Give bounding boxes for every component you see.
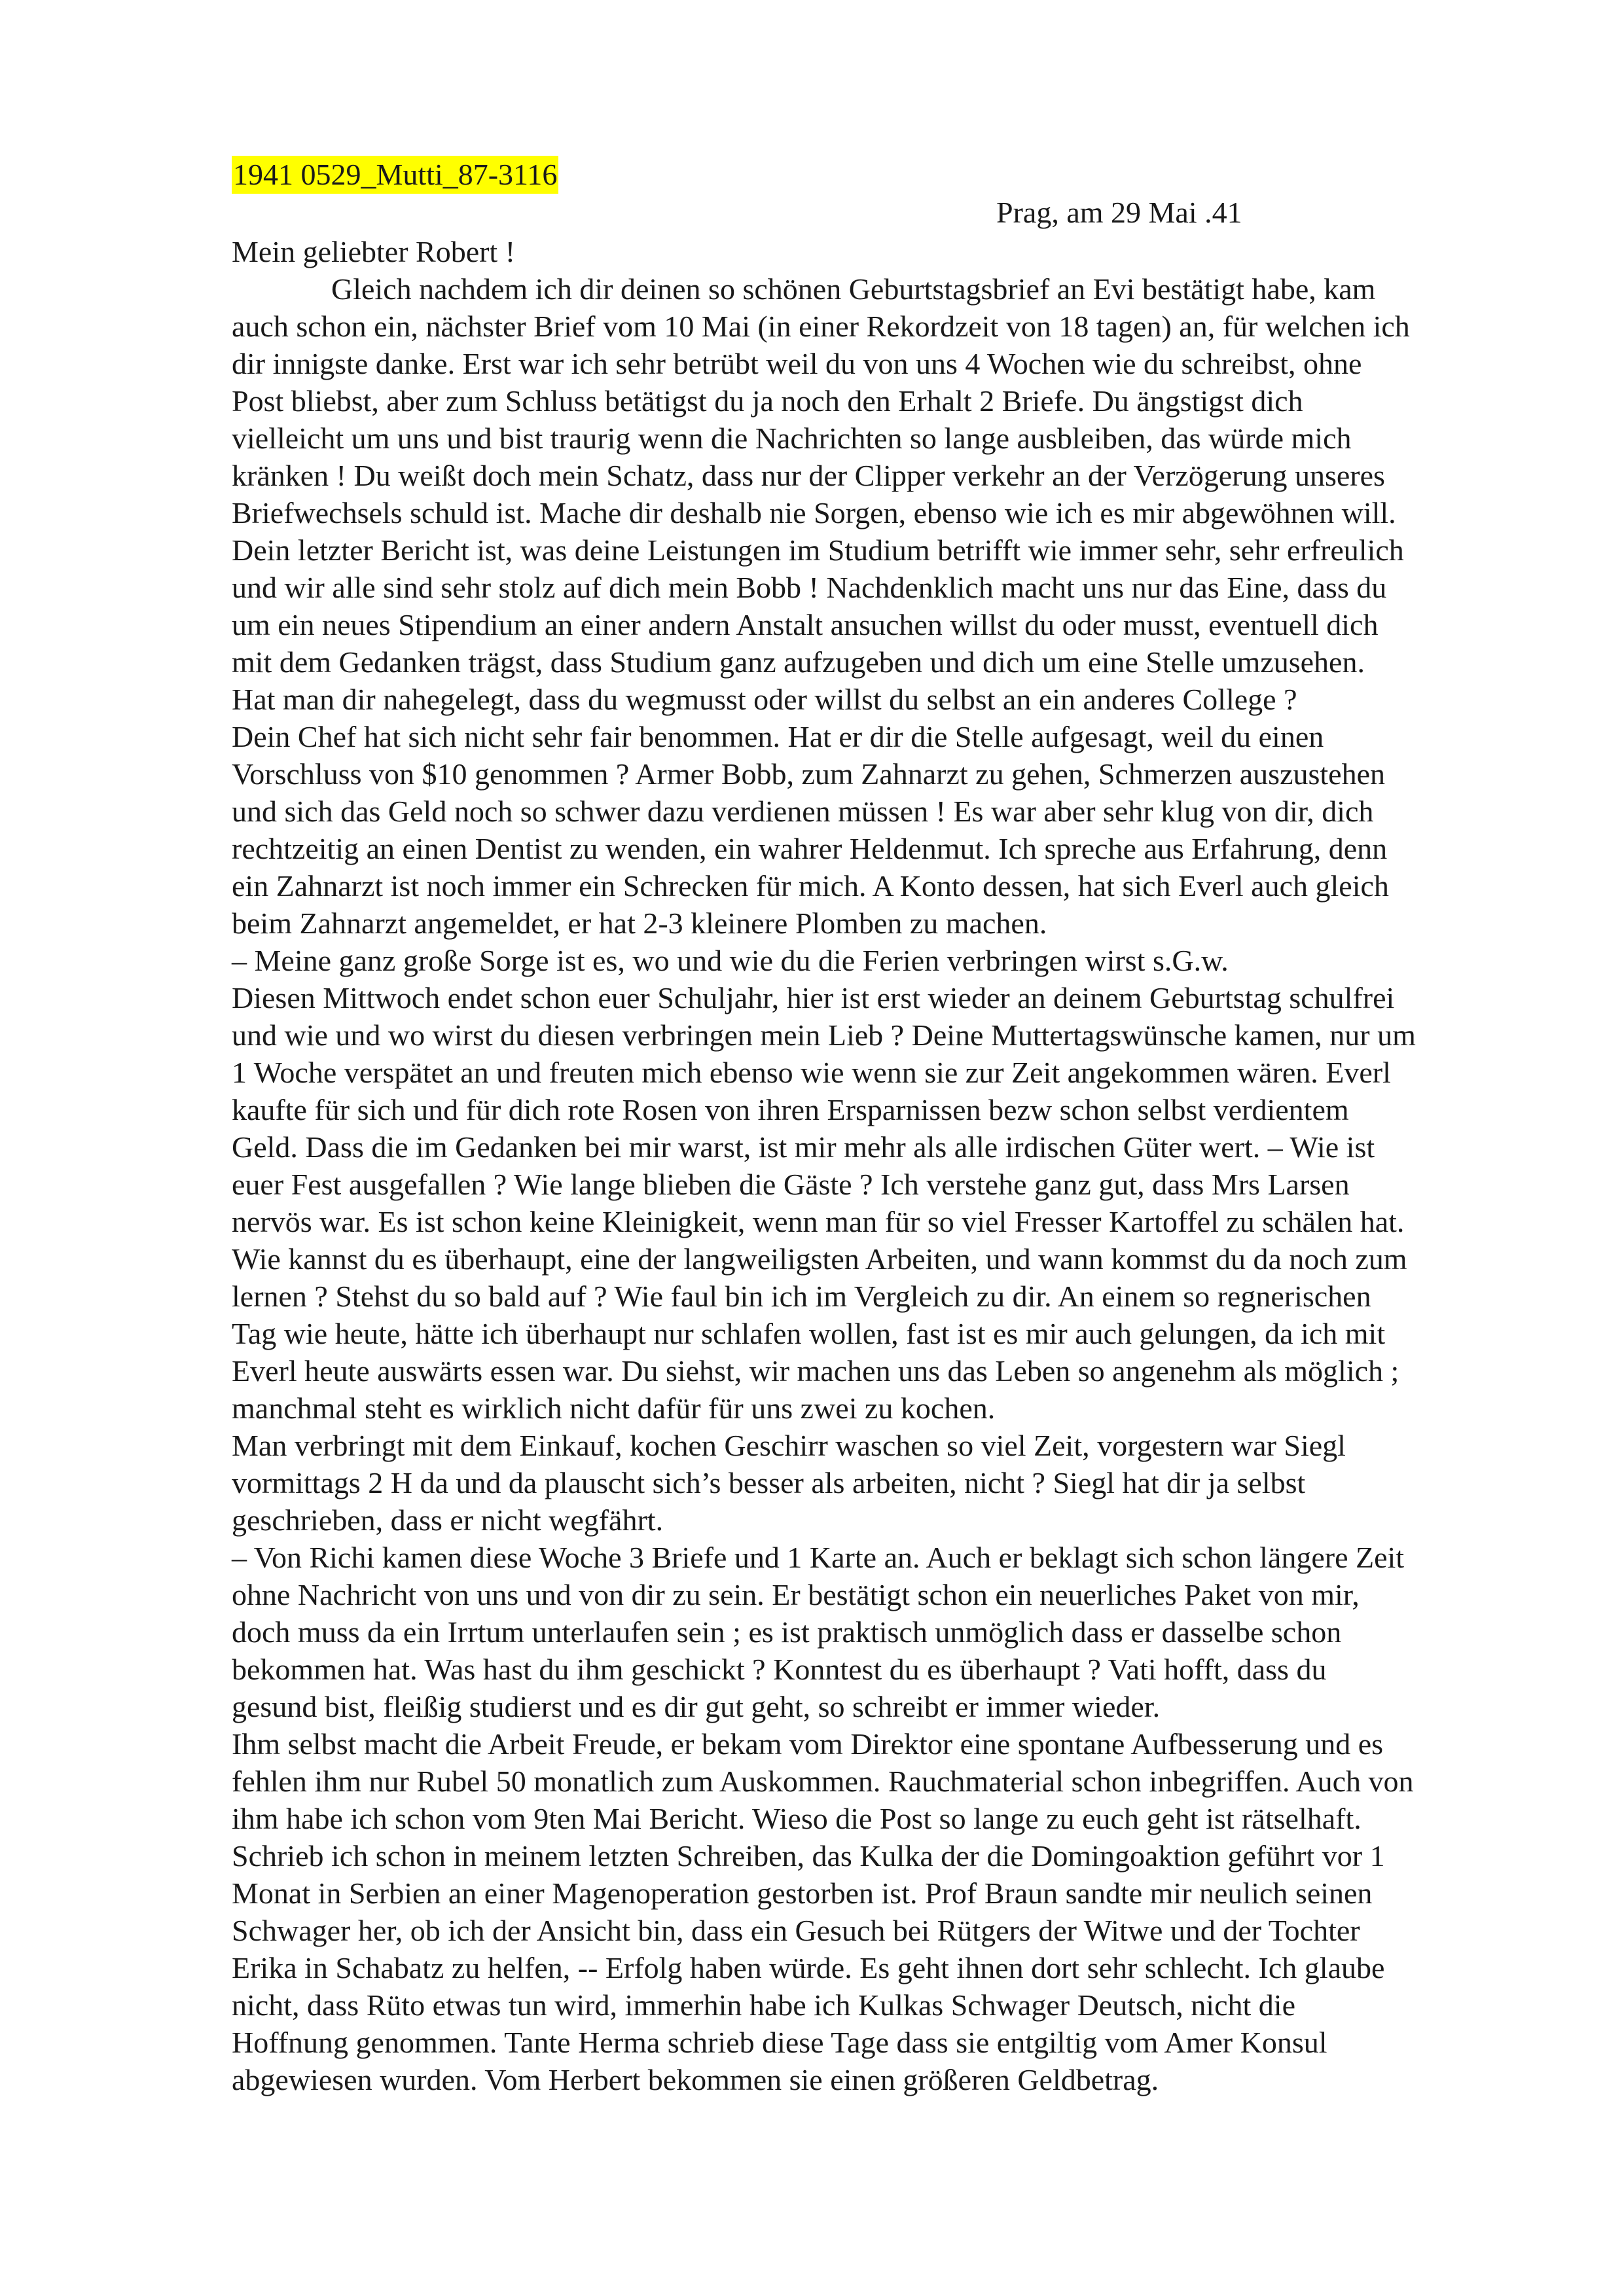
letter-line: ihm habe ich schon vom 9ten Mai Bericht. Wieso die Post so lange zu euch geht ist rätselhaft. [232, 1802, 1362, 1835]
letter-line: Gleich nachdem ich dir deinen so schönen Geburtstagsbrief an Evi bestätigt habe, kam [331, 272, 1376, 306]
letter-line: – Meine ganz große Sorge ist es, wo und wie du die Ferien verbringen wirst s.G.w. [232, 944, 1229, 977]
letter-line: Geld. Dass die im Gedanken bei mir warst, ist mir mehr als alle irdischen Güter wert. – Wie ist [232, 1130, 1375, 1164]
letter-line: beim Zahnarzt angemeldet, er hat 2-3 kleinere Plomben zu machen. [232, 906, 1047, 940]
letter-body [232, 233, 1515, 2098]
letter-line: bekommen hat. Was hast du ihm geschickt ? Konntest du es überhaupt ? Vati hofft, dass du [232, 1653, 1327, 1686]
letter-line: vielleicht um uns und bist traurig wenn die Nachrichten so lange ausbleiben, das würde mich [232, 422, 1352, 455]
letter-line: Everl heute auswärts essen war. Du siehst, wir machen uns das Leben so angenehm als möglich ; [232, 1354, 1399, 1388]
letter-line: kaufte für sich und für dich rote Rosen von ihren Ersparnissen bezw schon selbst verdientem [232, 1093, 1349, 1126]
letter-line: vormittags 2 H da und da plauscht sich’s besser als arbeiten, nicht ? Siegl hat dir ja selbst [232, 1466, 1306, 1499]
letter-line: um ein neues Stipendium an einer andern Anstalt ansuchen willst du oder musst, eventuell dich [232, 608, 1379, 641]
letter-line: Man verbringt mit dem Einkauf, kochen Geschirr waschen so viel Zeit, vorgestern war Siegl [232, 1429, 1346, 1462]
letter-line: Monat in Serbien an einer Magenoperation gestorben ist. Prof Braun sandte mir neulich seinen [232, 1876, 1373, 1910]
letter-line: Wie kannst du es überhaupt, eine der langweiligsten Arbeiten, und wann kommst du da noch zum [232, 1242, 1407, 1276]
salutation: Mein geliebter Robert ! [232, 235, 516, 268]
letter-line: doch muss da ein Irrtum unterlaufen sein ; es ist praktisch unmöglich dass er dasselbe schon [232, 1615, 1342, 1649]
letter-line: lernen ? Stehst du so bald auf ? Wie faul bin ich im Vergleich zu dir. An einem so regnerischen [232, 1280, 1371, 1313]
document-id-label: 1941 0529_Mutti_87-3116 [232, 156, 558, 194]
letter-line: auch schon ein, nächster Brief vom 10 Mai (in einer Rekordzeit von 18 tagen) an, für welchen ich [232, 310, 1410, 343]
letter-line: geschrieben, dass er nicht wegfährt. [232, 1503, 664, 1537]
letter-line: – Von Richi kamen diese Woche 3 Briefe und 1 Karte an. Auch er beklagt sich schon längere Zeit [232, 1541, 1405, 1574]
letter-line: rechtzeitig an einen Dentist zu wenden, ein wahrer Heldenmut. Ich spreche aus Erfahrung, denn [232, 832, 1388, 865]
letter-line: Briefwechsels schuld ist. Mache dir deshalb nie Sorgen, ebenso wie ich es mir abgewöhnen will. [232, 496, 1396, 529]
letter-line: Post bliebst, aber zum Schluss betätigst du ja noch den Erhalt 2 Briefe. Du ängstigst dich [232, 384, 1303, 418]
letter-line: und wie und wo wirst du diesen verbringen mein Lieb ? Deine Muttertagswünsche kamen, nur um [232, 1018, 1416, 1052]
letter-line: ohne Nachricht von uns und von dir zu sein. Er bestätigt schon ein neuerliches Paket von mir, [232, 1578, 1360, 1611]
letter-line: nicht, dass Rüto etwas tun wird, immerhin habe ich Kulkas Schwager Deutsch, nicht die [232, 1988, 1295, 2022]
letter-line: Vorschluss von $10 genommen ? Armer Bobb, zum Zahnarzt zu gehen, Schmerzen auszustehen [232, 757, 1386, 791]
letter-line: Diesen Mittwoch endet schon euer Schuljahr, hier ist erst wieder an deinem Geburtstag schulfrei [232, 981, 1395, 1014]
letter-line: und wir alle sind sehr stolz auf dich mein Bobb ! Nachdenklich macht uns nur das Eine, dass du [232, 571, 1387, 604]
letter-line: gesund bist, fleißig studierst und es dir gut geht, so schreibt er immer wieder. [232, 1690, 1161, 1723]
letter-line: nervös war. Es ist schon keine Kleinigkeit, wenn man für so viel Fresser Kartoffel zu schälen hat. [232, 1205, 1405, 1238]
letter-line: ein Zahnarzt ist noch immer ein Schrecken für mich. A Konto dessen, hat sich Everl auch gleich [232, 869, 1389, 903]
letter-line: euer Fest ausgefallen ? Wie lange blieben die Gäste ? Ich verstehe ganz gut, dass Mrs Larsen [232, 1168, 1350, 1201]
letter-line: Erika in Schabatz zu helfen, -- Erfolg haben würde. Es geht ihnen dort sehr schlecht. Ich glaube [232, 1951, 1385, 1984]
letter-line: Schrieb ich schon in meinem letzten Schreiben, das Kulka der die Domingoaktion geführt vor 1 [232, 1839, 1385, 1873]
letter-line: abgewiesen wurden. Vom Herbert bekommen sie einen größeren Geldbetrag. [232, 2063, 1159, 2096]
letter-line: mit dem Gedanken trägst, dass Studium ganz aufzugeben und dich um eine Stelle umzusehen. [232, 645, 1365, 679]
letter-line: Hat man dir nahegelegt, dass du wegmusst oder willst du selbst an ein anderes College ? [232, 683, 1297, 716]
letter-line: Schwager her, ob ich der Ansicht bin, dass ein Gesuch bei Rütgers der Witwe und der Tochter [232, 1914, 1360, 1947]
letter-line: 1 Woche verspätet an und freuten mich ebenso wie wenn sie zur Zeit angekommen wären. Everl [232, 1056, 1391, 1089]
letter-line: Ihm selbst macht die Arbeit Freude, er bekam vom Direktor eine spontane Aufbesserung und es [232, 1727, 1384, 1761]
place-date: Prag, am 29 Mai .41 [996, 196, 1242, 229]
letter-line: Tag wie heute, hätte ich überhaupt nur schlafen wollen, fast ist es mir auch gelungen, da ich mit [232, 1317, 1386, 1350]
letter-line: fehlen ihm nur Rubel 50 monatlich zum Auskommen. Rauchmaterial schon inbegriffen. Auch von [232, 1765, 1414, 1798]
letter-line: kränken ! Du weißt doch mein Schatz, dass nur der Clipper verkehr an der Verzögerung unseres [232, 459, 1385, 492]
letter-line: und sich das Geld noch so schwer dazu verdienen müssen ! Es war aber sehr klug von dir, dich [232, 795, 1374, 828]
letter-line: Hoffnung genommen. Tante Herma schrieb diese Tage dass sie entgiltig vom Amer Konsul [232, 2026, 1327, 2059]
letter-line: Dein Chef hat sich nicht sehr fair benommen. Hat er dir die Stelle aufgesagt, weil du einen [232, 720, 1324, 753]
letter-line: manchmal steht es wirklich nicht dafür für uns zwei zu kochen. [232, 1391, 996, 1425]
letter-line: dir innigste danke. Erst war ich sehr betrübt weil du von uns 4 Wochen wie du schreibst, ohne [232, 347, 1362, 380]
letter-line: Dein letzter Bericht ist, was deine Leistungen im Studium betrifft wie immer sehr, sehr erfreulich [232, 533, 1404, 567]
